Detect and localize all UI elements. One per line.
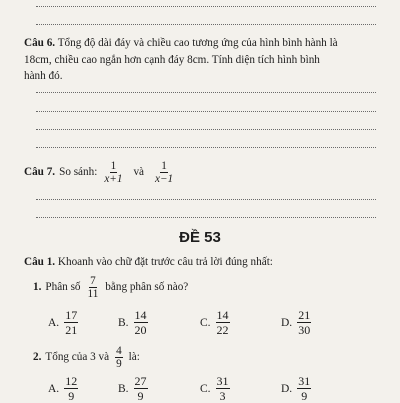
q1-option-b[interactable] xyxy=(118,308,150,337)
q1-text-before: Phân số xyxy=(45,281,81,293)
fraction-numerator: 27 xyxy=(134,374,147,388)
fraction-numerator: 1 xyxy=(110,159,117,172)
cau7-label: Câu 7. xyxy=(24,166,56,178)
exam-title: ĐỀ 53 xyxy=(179,229,221,246)
q1-fraction xyxy=(87,275,100,300)
fraction-numerator: 14 xyxy=(216,308,229,322)
option-label: D. xyxy=(281,316,293,329)
q2-option-c[interactable] xyxy=(200,374,232,403)
q2-fraction xyxy=(115,345,123,370)
part1-label: Câu 1. xyxy=(24,256,56,268)
option-fraction xyxy=(64,374,78,403)
cau7-fraction-2 xyxy=(154,160,174,185)
option-label: B. xyxy=(118,382,129,395)
cau6-line2: 18cm, chiều cao ngắn hơn cạnh đáy 8cm. Tính diện tích hình bình xyxy=(24,54,320,66)
option-fraction xyxy=(297,308,311,337)
q2-text-before: Tổng của 3 và xyxy=(45,351,110,363)
option-fraction xyxy=(216,374,230,403)
fraction-denominator: 11 xyxy=(87,287,99,300)
fraction-numerator: 1 xyxy=(161,159,167,172)
option-fraction xyxy=(134,308,148,337)
cau6-line3: hành đó. xyxy=(24,70,63,82)
option-fraction xyxy=(216,308,230,337)
option-label: C. xyxy=(200,382,211,395)
option-label: A. xyxy=(48,382,60,395)
fraction-denominator: 21 xyxy=(65,323,78,337)
answer-line xyxy=(36,24,376,25)
cau7-joiner: và xyxy=(133,166,144,178)
option-fraction xyxy=(134,374,148,403)
fraction-denominator: 30 xyxy=(298,323,311,337)
option-fraction xyxy=(64,308,78,337)
fraction-denominator: 9 xyxy=(137,389,144,403)
q1-option-d[interactable] xyxy=(281,308,313,337)
cau7-fraction-1 xyxy=(103,160,123,185)
cau6-line1 xyxy=(24,35,338,51)
q2-option-b[interactable] xyxy=(118,374,150,403)
fraction-denominator: x+1 xyxy=(104,172,123,185)
answer-line xyxy=(36,147,376,148)
q1-number: 1. xyxy=(33,281,42,293)
answer-line xyxy=(36,199,376,200)
answer-line xyxy=(36,129,376,130)
fraction-numerator: 31 xyxy=(216,374,229,388)
cau6-text-1: Tổng độ dài đáy và chiều cao tương ứng của hình bình hành là xyxy=(57,37,338,49)
answer-line xyxy=(36,111,376,112)
cau7-text: So sánh: xyxy=(59,166,98,178)
fraction-numerator: 7 xyxy=(90,274,96,287)
option-label: A. xyxy=(48,316,60,329)
part1-instruction xyxy=(24,254,273,270)
fraction-numerator: 14 xyxy=(134,308,147,322)
q2-stem xyxy=(33,342,140,372)
cau6-label: Câu 6. xyxy=(24,37,56,49)
answer-line xyxy=(36,92,376,93)
fraction-denominator: 22 xyxy=(216,323,229,337)
q2-text-after: là: xyxy=(128,351,140,363)
q2-option-a[interactable] xyxy=(48,374,80,403)
cau7-line xyxy=(24,157,176,187)
fraction-numerator: 12 xyxy=(65,374,78,388)
fraction-denominator: 9 xyxy=(116,357,122,370)
fraction-denominator: 9 xyxy=(301,389,308,403)
fraction-numerator: 31 xyxy=(298,374,311,388)
fraction-denominator: x−1 xyxy=(155,172,174,185)
fraction-numerator: 21 xyxy=(298,308,311,322)
q1-text-after: bằng phân số nào? xyxy=(105,281,189,293)
fraction-denominator: 20 xyxy=(134,323,147,337)
fraction-denominator: 9 xyxy=(68,389,75,403)
q2-number: 2. xyxy=(33,351,42,363)
option-label: B. xyxy=(118,316,129,329)
part1-text: Khoanh vào chữ đặt trước câu trả lời đúng nhất: xyxy=(57,256,273,268)
answer-line xyxy=(36,217,376,218)
q1-option-c[interactable] xyxy=(200,308,232,337)
option-label: D. xyxy=(281,382,293,395)
q1-option-a[interactable] xyxy=(48,308,80,337)
option-fraction xyxy=(297,374,311,403)
answer-line xyxy=(36,6,376,7)
q1-stem xyxy=(33,272,188,302)
option-label: C. xyxy=(200,316,211,329)
fraction-numerator: 4 xyxy=(116,344,122,357)
fraction-numerator: 17 xyxy=(65,308,78,322)
q2-option-d[interactable] xyxy=(281,374,313,403)
fraction-denominator: 3 xyxy=(219,389,226,403)
